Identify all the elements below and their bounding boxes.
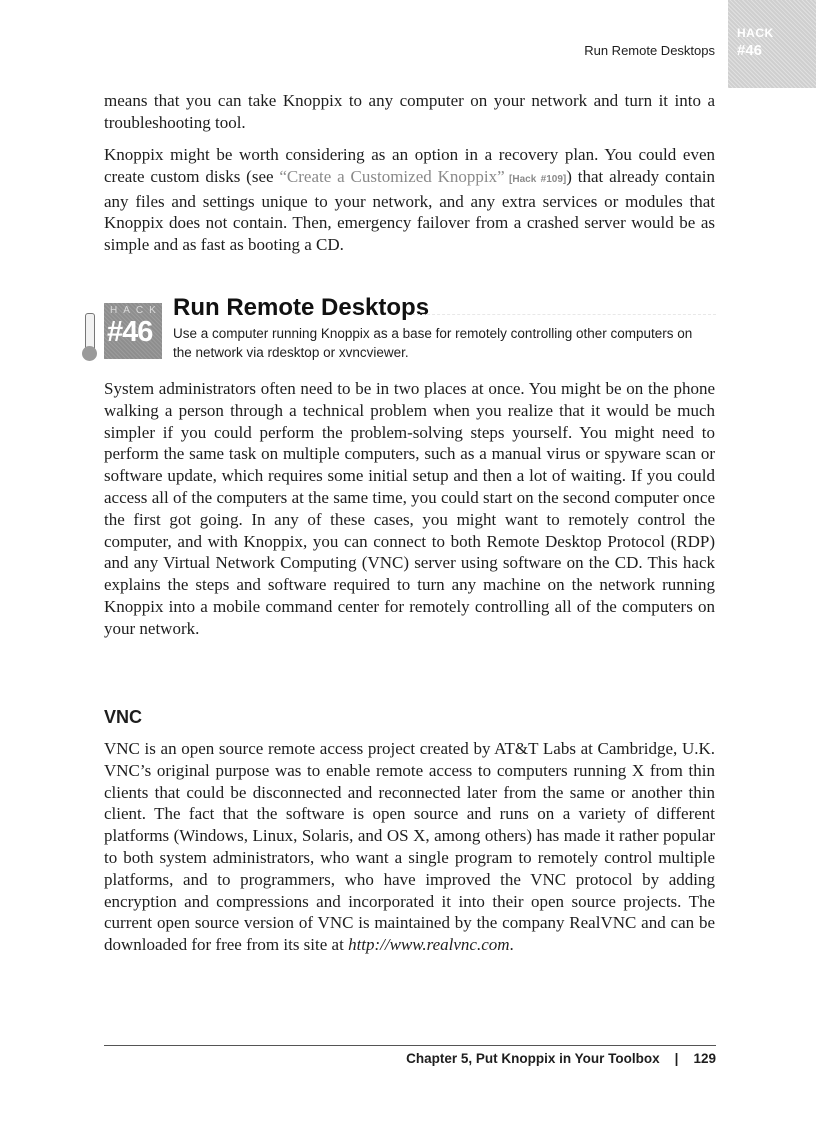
section-heading-vnc: VNC bbox=[104, 707, 143, 727]
hack-tab-label: HACK bbox=[737, 26, 774, 40]
hack-title-rule bbox=[412, 314, 716, 315]
hack-icon bbox=[82, 303, 162, 363]
page-footer bbox=[406, 1051, 716, 1066]
cross-reference-link[interactable]: “Create a Customized Knoppix” bbox=[279, 166, 505, 186]
vnc-paragraph bbox=[104, 738, 715, 956]
running-head: Run Remote Desktops bbox=[584, 43, 715, 58]
intro-paragraph-1: means that you can take Knoppix to any computer on your network and turn it into a troubleshooting tool. bbox=[104, 91, 715, 132]
thermometer-icon bbox=[82, 313, 98, 361]
body-paragraph: System administrators often need to be in two places at once. You might be on the phone walking a person through a technical problem when you realize that it would be much simpler if you could perform the problem-solving steps yourself. You might need to perform the same task on multiple computers, such as a manual virus or spyware scan or software update, which requires some initial setup and then a lot of waiting. If you could access all of the computers at the same time, you could start on the second computer once the first got going. In any of these cases, you might want to remotely control the computer, and with Knoppix, you can connect to both Remote Desktop Protocol (RDP) and any Virtual Network Computing (VNC) server using software on the CD. This hack explains the steps and software required to turn any machine on the network running Knoppix into a mobile command center for remotely controlling all of the computers on your network. bbox=[104, 379, 715, 638]
hack-reference-open: [Hack bbox=[504, 173, 541, 185]
hack-badge bbox=[104, 303, 162, 359]
realvnc-url-link[interactable]: http://www.realvnc.com bbox=[348, 935, 510, 955]
vnc-paragraph-end: . bbox=[509, 935, 514, 955]
hack-description: Use a computer running Knoppix as a base for remotely controlling other computers on the network via rdesktop or xvncviewer. bbox=[173, 326, 693, 360]
footer-chapter: Chapter 5, Put Knoppix in Your Toolbox bbox=[406, 1051, 660, 1066]
hack-badge-word: HACK bbox=[110, 305, 162, 316]
intro-p2-text-start: Knoppix might be worth considering as an option in a recovery plan. You could even create custom disks (see bbox=[104, 145, 715, 186]
footer-separator: | bbox=[674, 1051, 679, 1066]
hack-tab-number: #46 bbox=[737, 42, 763, 59]
hack-title: Run Remote Desktops bbox=[173, 294, 430, 321]
footer-rule bbox=[104, 1045, 716, 1046]
hack-tab bbox=[728, 0, 816, 88]
intro-p2-text-end: ) that already contain any files and settings unique to your network, and any extra services or modules that Knoppix does not contain. Then, emergency failover from a crashed server would be as simple and as fast as booting a CD. bbox=[104, 166, 716, 255]
page-number: 129 bbox=[693, 1051, 716, 1066]
hack-reference-number[interactable]: #109 bbox=[540, 173, 563, 185]
vnc-paragraph-text: VNC is an open source remote access project created by AT&T Labs at Cambridge, U.K. VNC’s original purpose was to enable remote access to computers running X from thin clients that could be disconnected and reconnected later from the same or another thin client. The fact that the software is open source and runs on a variety of different platforms (Windows, Linux, Solaris, and OS X, among others) has made it rather popular to both system administrators, who want a single program to remotely control multiple platforms, and to programmers, who have improved the VNC protocol by adding encryption and compressions and incorporated it into their open source projects. The current open source version of VNC is maintained by the company RealVNC and can be downloaded for free from its site at bbox=[104, 739, 715, 955]
intro-paragraph-2 bbox=[104, 144, 715, 256]
hack-reference-close: ] bbox=[562, 173, 567, 185]
hack-badge-number: #46 bbox=[107, 316, 153, 348]
